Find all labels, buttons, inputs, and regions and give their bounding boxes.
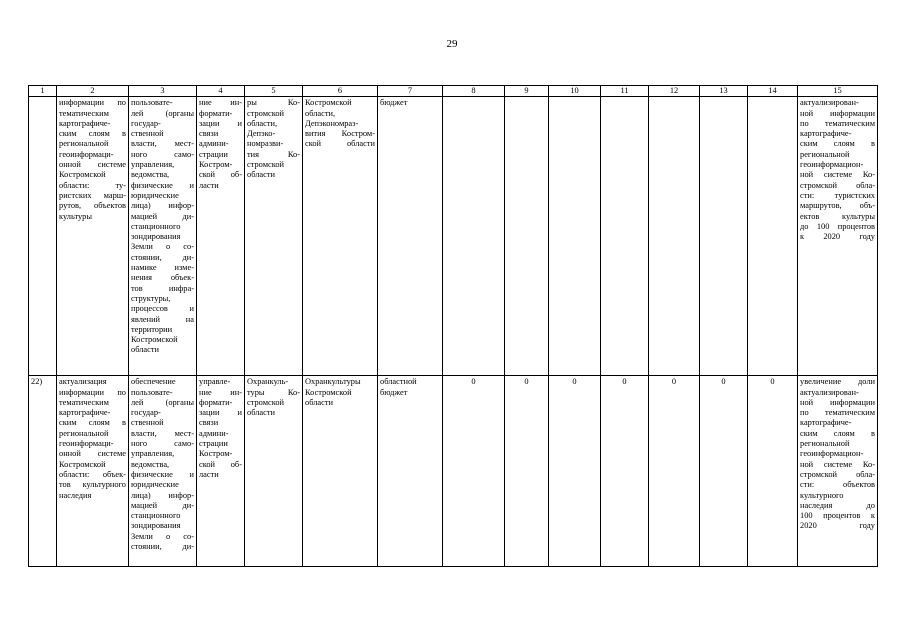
cell-text-line: зации и [199,118,242,128]
cell-text-line: ласти [199,180,219,190]
cell-text-line: области: объек- [59,469,126,479]
value-cell: 0 [505,376,549,567]
cell-text-line: власти, мест- [131,428,194,438]
cell-text-line: к 2020 году [800,232,875,242]
cell-text-line: картографиче- [800,129,852,139]
cell-text-line: физические и [131,180,194,190]
measure-cell [57,97,129,376]
cell-text-line: ственной [131,129,164,139]
column-number: 2 [57,86,129,97]
value-cell [601,97,649,376]
cell-text-line: пользовате- [131,98,173,108]
column-number: 14 [748,86,798,97]
cell-text-line: физические и [131,469,194,479]
cell-text-line: стромской [247,108,285,118]
funding-source-cell [378,97,443,376]
co-executor-cell [245,376,303,567]
cell-text-line: до 100 процентов [800,221,875,231]
cell-text-line: ной информации [800,397,875,407]
executor-cell [197,376,245,567]
cell-text-line: области: ту- [59,180,126,190]
cell-text-line: области, [305,108,336,118]
cell-text-line: культуры [59,211,92,221]
cell-text-line: Костромской [131,335,178,345]
cell-text-line: геоинформаци- [59,439,114,449]
cell-text-line: стромской обла- [800,469,875,479]
cell-text-line: картографиче- [800,418,852,428]
cell-text-line: Земли о со- [131,531,194,541]
cell-text-line: геоинформацион- [800,160,864,170]
cell-text-line: маршрутов, объ- [800,201,875,211]
value-cell [700,97,748,376]
cell-text-line: области [247,170,275,180]
value-cell [443,97,505,376]
cell-text-line: формати- [199,397,233,407]
cell-text-line: ной информации [800,108,875,118]
cell-text-line: бюджет [380,98,408,108]
cell-text-line: номразви- [247,139,284,149]
column-number: 3 [129,86,197,97]
cell-text-line: ние ин- [199,98,242,108]
cell-text-line: управления, [131,160,175,170]
cell-text-line: 100 процентов к [800,511,875,521]
cell-text-line: наследия [59,490,92,500]
cell-text-line: региональной [800,439,850,449]
result-cell [129,376,197,567]
cell-text-line: ской об- [199,459,242,469]
cell-text-line: админи- [199,139,229,149]
cell-text-line: ектов культуры [800,211,875,221]
cell-text-line: государ- [131,408,161,418]
column-number: 10 [549,86,601,97]
value-cell: 0 [649,376,700,567]
cell-text-line: картографиче- [59,118,111,128]
cell-text-line: государ- [131,118,161,128]
page-number: 29 [446,38,458,50]
column-number: 9 [505,86,549,97]
cell-text-line: 2020 году [800,521,875,531]
cell-text-line: ние ин- [199,387,242,397]
cell-text-line: области [247,408,275,418]
cell-text-line: области [305,397,333,407]
cell-text-line: ного само- [131,439,194,449]
value-cell [748,97,798,376]
administrator-cell [303,376,378,567]
cell-text-line: мацией ди- [131,211,194,221]
column-number: 6 [303,86,378,97]
cell-text-line: админи- [199,428,229,438]
cell-text-line: геоинформацион- [800,449,864,459]
cell-text-line: по тематическим [800,408,875,418]
cell-text-line: онной системе [59,449,126,459]
cell-text-line: тов инфра- [131,283,194,293]
column-number: 12 [649,86,700,97]
column-number: 8 [443,86,505,97]
cell-text-line: тематическим [59,397,109,407]
cell-text-line: областной [380,377,417,387]
cell-text-line: сти: объектов [800,480,875,490]
cell-text-line: лица) инфор- [131,490,194,500]
column-number-row [29,86,878,97]
cell-text-line: области, [247,118,278,128]
cell-text-line: нения объек- [131,273,194,283]
cell-text-line: Костромской [305,98,352,108]
cell-text-line: мацией ди- [131,500,194,510]
column-number: 1 [29,86,57,97]
cell-text-line: ским слоям в [800,139,875,149]
value-cell [505,97,549,376]
cell-text-line: страции [199,439,228,449]
co-executor-cell [245,97,303,376]
cell-text-line: формати- [199,108,233,118]
cell-text-line: увеличение доли [800,377,875,387]
cell-text-line: обеспечение [131,377,176,387]
cell-text-line: региональной [800,149,850,159]
column-number: 5 [245,86,303,97]
cell-text-line: наследия до [800,500,875,510]
cell-text-line: ной системе Ко- [800,170,875,180]
row-number-cell: 22) [29,376,57,567]
cell-text-line: тов культурного [59,480,126,490]
data-table [28,85,878,567]
target-indicator-cell [798,376,878,567]
table-row [29,376,878,567]
column-number: 4 [197,86,245,97]
cell-text-line: управления, [131,449,175,459]
cell-text-line: лей (органы [131,397,194,407]
cell-text-line: зондирования [131,521,181,531]
cell-text-line: информации по [59,98,126,108]
cell-text-line: актуализирован- [800,98,859,108]
cell-text-line: стромской обла- [800,180,875,190]
cell-text-line: ласти [199,469,219,479]
cell-text-line: ной системе Ко- [800,459,875,469]
table-row [29,97,878,376]
cell-text-line: ведомства, [131,459,170,469]
cell-text-line: ры Ко- [247,98,300,108]
funding-source-cell [378,376,443,567]
cell-text-line: области [131,345,159,355]
cell-text-line: структуры, [131,293,171,303]
measure-cell [57,376,129,567]
cell-text-line: культурного [800,490,844,500]
column-number: 11 [601,86,649,97]
value-cell: 0 [601,376,649,567]
cell-text-line: Костромской [59,170,106,180]
value-cell: 0 [700,376,748,567]
value-cell: 0 [443,376,505,567]
cell-text-line: геоинформаци- [59,149,114,159]
cell-text-line: бюджет [380,387,408,397]
row-number-cell [29,97,57,376]
cell-text-line: ственной [131,418,164,428]
cell-text-line: ским слоям в [59,418,126,428]
cell-text-line: актуализирован- [800,387,859,397]
cell-text-line: сти: туристских [800,190,875,200]
cell-text-line: ного само- [131,149,194,159]
cell-text-line: стоянии, ди- [131,252,194,262]
cell-text-line: Костромской [305,387,352,397]
cell-text-line: тия Ко- [247,149,300,159]
cell-text-line: ской области [305,139,375,149]
cell-text-line: связи [199,418,219,428]
cell-text-line: Костром- [199,449,233,459]
cell-text-line: ской об- [199,170,242,180]
cell-text-line: стромской [247,397,285,407]
cell-text-line: станционного [131,221,181,231]
cell-text-line: процессов и [131,304,194,314]
cell-text-line: явлений на [131,314,194,324]
target-indicator-cell [798,97,878,376]
cell-text-line: Охранкультуры [305,377,361,387]
cell-text-line: Земли о со- [131,242,194,252]
cell-text-line: лей (органы [131,108,194,118]
cell-text-line: зации и [199,408,242,418]
cell-text-line: региональной [59,139,109,149]
cell-text-line: рутов, объектов [59,201,126,211]
cell-text-line: актуализация [59,377,107,387]
cell-text-line: картографиче- [59,408,111,418]
cell-text-line: власти, мест- [131,139,194,149]
result-cell [129,97,197,376]
cell-text-line: управле- [199,377,231,387]
column-number: 7 [378,86,443,97]
value-cell: 0 [549,376,601,567]
cell-text-line: вития Костром- [305,129,375,139]
cell-text-line: тематическим [59,108,109,118]
column-number: 13 [700,86,748,97]
cell-text-line: намике изме- [131,263,194,273]
cell-text-line: Депэко- [247,129,276,139]
value-cell: 0 [748,376,798,567]
cell-text-line: стромской [247,160,285,170]
cell-text-line: пользовате- [131,387,173,397]
cell-text-line: зондирования [131,232,181,242]
executor-cell [197,97,245,376]
cell-text-line: онной системе [59,160,126,170]
cell-text-line: связи [199,129,219,139]
cell-text-line: Костром- [199,160,233,170]
cell-text-line: ведомства, [131,170,170,180]
cell-text-line: региональной [59,428,109,438]
column-number: 15 [798,86,878,97]
cell-text-line: страции [199,149,228,159]
cell-text-line: территории [131,324,173,334]
cell-text-line: юридические [131,190,179,200]
cell-text-line: Депэкономраз- [305,118,359,128]
cell-text-line: ским слоям в [800,428,875,438]
cell-text-line: лица) инфор- [131,201,194,211]
cell-text-line: ским слоям в [59,129,126,139]
cell-text-line: Охранкуль- [247,377,289,387]
cell-text-line: ристских марш- [59,190,126,200]
cell-text-line: информации по [59,387,126,397]
cell-text-line: Костромской [59,459,106,469]
value-cell [649,97,700,376]
cell-text-line: станционного [131,511,181,521]
cell-text-line: стоянии, ди- [131,542,194,552]
value-cell [549,97,601,376]
cell-text-line: юридические [131,480,179,490]
cell-text-line: по тематическим [800,118,875,128]
administrator-cell [303,97,378,376]
cell-text-line: туры Ко- [247,387,300,397]
